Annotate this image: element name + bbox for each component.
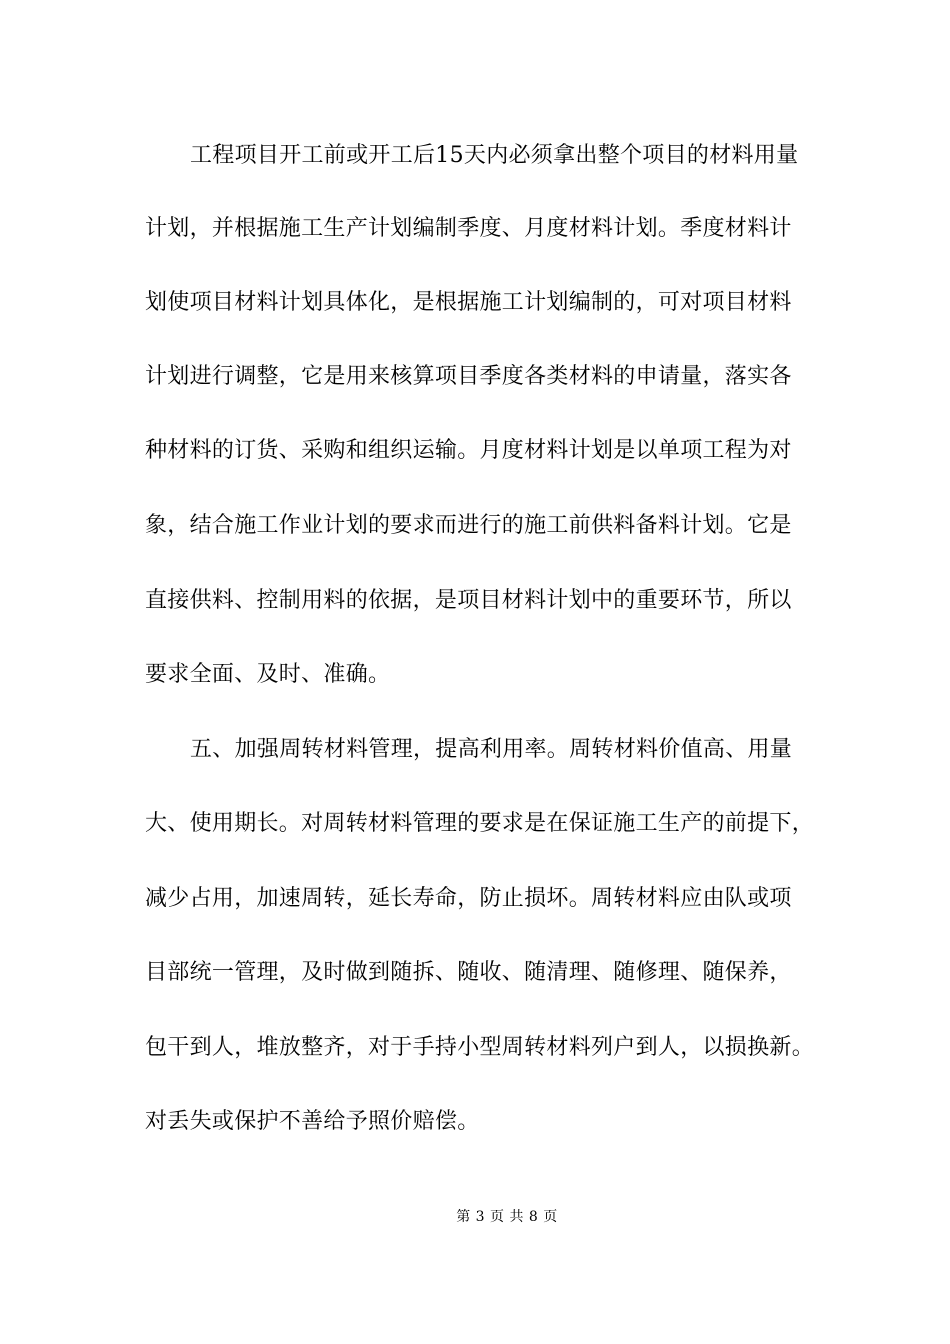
paragraph-line: 直接供料、控制用料的依据，是项目材料计划中的重要环节，所以: [145, 588, 792, 613]
paragraph-line: 对丢失或保护不善给予照价赔偿。: [145, 1109, 480, 1134]
paragraph-line: 目部统一管理，及时做到随拆、随收、随清理、随修理、随保养，: [145, 960, 792, 985]
paragraph-line: 计划进行调整，它是用来核算项目季度各类材料的申请量，落实各: [145, 364, 792, 389]
paragraph-line: 计划，并根据施工生产计划编制季度、月度材料计划。季度材料计: [145, 216, 792, 241]
paragraph-line: 工程项目开工前或开工后15天内必须拿出整个项目的材料用量: [190, 143, 799, 168]
paragraph-line: 减少占用，加速周转，延长寿命，防止损坏。周转材料应由队或项: [145, 886, 792, 911]
paragraph-line: 包干到人，堆放整齐，对于手持小型周转材料列户到人，以损换新。: [145, 1035, 815, 1060]
paragraph-line: 种材料的订货、采购和组织运输。月度材料计划是以单项工程为对: [145, 438, 792, 463]
paragraph-line: 大、使用期长。对周转材料管理的要求是在保证施工生产的前提下，: [145, 811, 815, 836]
paragraph-line: 要求全面、及时、准确。: [145, 662, 391, 687]
paragraph-line: 五、加强周转材料管理，提高利用率。周转材料价值高、用量: [190, 737, 793, 762]
paragraph-line: 象，结合施工作业计划的要求而进行的施工前供料备料计划。它是: [145, 513, 792, 538]
paragraph-line: 划使项目材料计划具体化，是根据施工计划编制的，可对项目材料: [145, 290, 792, 315]
page-number-footer: 第 3 页 共 8 页: [456, 1209, 558, 1225]
